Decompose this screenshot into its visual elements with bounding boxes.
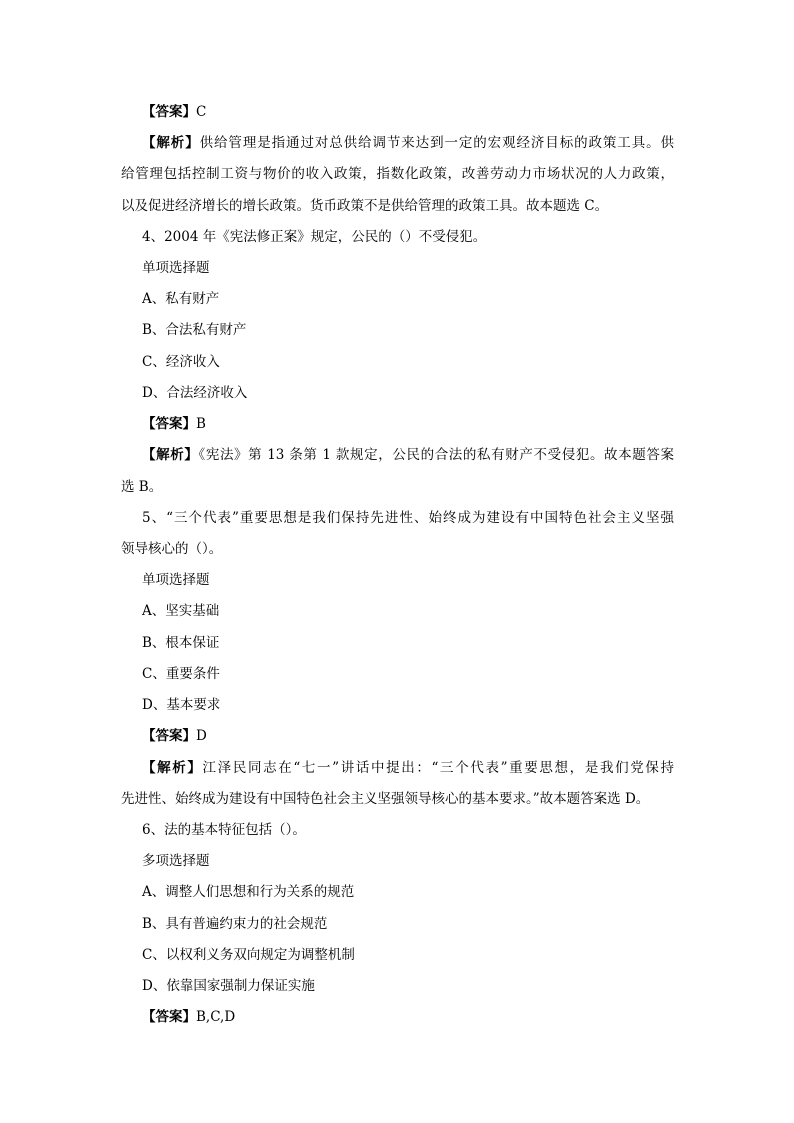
q4-option-d: D、合法经济收入 — [142, 385, 248, 401]
q5-option-a: A、坚实基础 — [142, 603, 220, 619]
analysis-tag: 【解析】 — [142, 447, 199, 463]
q5-option-d: D、基本要求 — [142, 697, 221, 713]
analysis-tag: 【解析】 — [142, 760, 203, 776]
answer-value: B,C,D — [196, 1009, 236, 1025]
q4-answer — [142, 414, 206, 434]
answer-value: D — [196, 728, 207, 744]
q5-answer — [142, 726, 207, 746]
answer-tag: 【答案】 — [142, 728, 196, 744]
q4-option-a: A、私有财产 — [142, 291, 220, 307]
q6-answer — [142, 1007, 235, 1027]
q3-answer — [142, 102, 206, 122]
q3-analysis-line-3: 以及促进经济增长的增长政策。货币政策不是供给管理的政策工具。故本题选 C。 — [121, 198, 609, 214]
q5-option-c: C、重要条件 — [142, 666, 220, 682]
answer-tag: 【答案】 — [142, 1009, 196, 1025]
answer-tag: 【答案】 — [142, 104, 196, 120]
q4-stem: 4、2004 年《宪法修正案》规定，公民的（）不受侵犯。 — [142, 229, 487, 245]
q5-option-b: B、根本保证 — [142, 635, 220, 651]
answer-value: B — [196, 416, 206, 432]
q4-option-c: C、经济收入 — [142, 354, 220, 370]
q6-stem: 6、法的基本特征包括（）。 — [142, 822, 306, 838]
q4-analysis-line-1: 【解析】《宪法》第 13 条第 1 款规定，公民的合法的私有财产不受侵犯。故本题答案 — [142, 447, 675, 463]
q6-option-c: C、以权利义务双向规定为调整机制 — [142, 947, 355, 963]
q5-analysis-line-2: 先进性、始终成为建设有中国特色社会主义坚强领导核心的基本要求。”故本题答案选 D。 — [121, 791, 650, 807]
q5-stem-line-2: 领导核心的（）。 — [121, 541, 223, 557]
q5-type: 单项选择题 — [142, 572, 210, 588]
q5-stem-line-1: 5、“三个代表”重要思想是我们保持先进性、始终成为建设有中国特色社会主义坚强 — [142, 510, 674, 526]
q6-type: 多项选择题 — [142, 853, 210, 869]
q3-analysis-line-1: 【解析】供给管理是指通过对总供给调节来达到一定的宏观经济目标的政策工具。供 — [142, 135, 675, 151]
q6-option-a: A、调整人们思想和行为关系的规范 — [142, 884, 355, 900]
q3-analysis-line-2: 给管理包括控制工资与物价的收入政策，指数化政策，改善劳动力市场状况的人力政策， — [121, 166, 674, 182]
q4-option-b: B、合法私有财产 — [142, 322, 247, 338]
answer-value: C — [196, 104, 207, 120]
analysis-tag: 【解析】 — [142, 135, 200, 151]
answer-tag: 【答案】 — [142, 416, 196, 432]
q4-type: 单项选择题 — [142, 260, 210, 276]
q5-analysis-line-1: 【解析】江泽民同志在“七一”讲话中提出：“三个代表”重要思想，是我们党保持 — [142, 760, 674, 776]
q6-option-b: B、具有普遍约束力的社会规范 — [142, 916, 328, 932]
q4-analysis-line-2: 选 B。 — [121, 479, 163, 495]
q6-option-d: D、依靠国家强制力保证实施 — [142, 978, 315, 994]
